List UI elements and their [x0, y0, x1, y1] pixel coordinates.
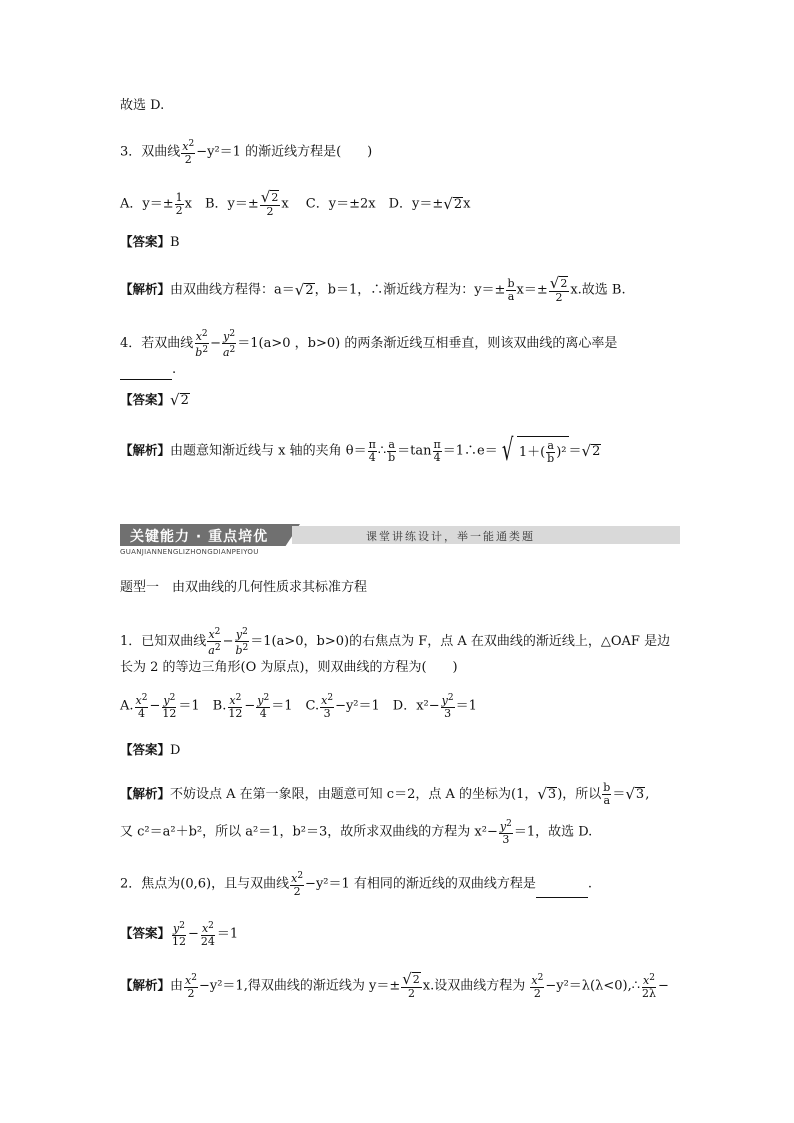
analysis-p1-cont: 又 c²＝a²＋b²，所以 a²＝1，b²＝3，故所求双曲线的方程为 x²− $\frac{y^2}{3}$ ＝1，故选 D. [120, 819, 593, 846]
text-line: 故选 D. [120, 98, 165, 113]
problem-1: 1．已知双曲线 $\frac{x^2}{a^2}$ − $\frac{y^2}{b^2}$ ＝1(a>0，b>0)的右焦点为 F，点 A 在双曲线的渐近线上，△OAF 是边 [120, 627, 671, 657]
problem-1-cont: 长为 2 的等边三角形(O 为原点)，则双曲线的方程为( ) [120, 660, 458, 675]
banner-pinyin: GUANJIANNENGLIZHONGDIANPEIYOU [120, 548, 259, 556]
answer-p2: 【答案】 $\frac{y^2}{12}$ − $\frac{x^2}{24}$ ＝1 [120, 921, 239, 948]
banner-subtitle: 课堂讲练设计，举一能通类题 [366, 530, 535, 543]
answer-4: 【答案】 √ 2 [120, 391, 189, 409]
question-3: 3．双曲线 $\frac{x^2}{2}$ −y²＝1 的渐近线方程是( ) [120, 139, 373, 166]
question-4: 4．若双曲线 $\frac{x^2}{b^2}$ − $\frac{y^2}{a^2}$ ＝1(a>0 ，b>0) 的两条渐近线互相垂直，则该双曲线的离心率是 [120, 329, 618, 359]
section-heading: 题型一 由双曲线的几何性质求其标准方程 [120, 580, 368, 595]
problem-1-options: A. $\frac{x^2}{4}$ − $\frac{y^2}{12}$ ＝1 B. $\frac{x^2}{12}$ − $\frac{y^2}{4}$ ＝1 C. $\frac{x^2}{3}$ −y²＝1 D．x²− $\frac{y^2}{3}$ ＝1 [120, 693, 477, 720]
analysis-4: 【解析】由题意知渐近线与 x 轴的夹角 θ＝ $\frac{\pi}{4}$ ∴ $\frac{a}{b}$ ＝tan $\frac{\pi}{4}$ ＝1∴e＝ √ 1＋( $\frac{a}{b}$ )² ＝ √ 2 [120, 433, 601, 468]
problem-2: 2．焦点为(0,6)，且与双曲线 $\frac{x^2}{2}$ −y²＝1 有相同的渐近线的双曲线方程是 . [120, 871, 593, 898]
analysis-3: 【解析】由双曲线方程得：a＝ √ 2 ，b＝1，∴渐近线方程为：y＝± $\frac{b}{a}$ x＝± √ 2 2 x.故选 B. [120, 274, 626, 304]
analysis-p2: 【解析】由 $\frac{x^2}{2}$ −y²＝1,得双曲线的渐近线为 y＝± √ 2 2 x.设双曲线方程为 $\frac{x^2}{2}$ −y²＝λ(λ<0),∴ $\frac{x^2}{2\lambda}$ − [120, 970, 669, 1000]
question-3-options: A．y＝± $\frac{1}{2}$ x B．y＝± √ 2 2 x C．y＝±2x D．y＝± √ 2 x [120, 188, 471, 218]
answer-3: 【答案】B [120, 234, 180, 250]
analysis-p1: 【解析】不妨设点 A 在第一象限，由题意可知 c＝2，点 A 的坐标为(1， √ 3 )，所以 $\frac{b}{a}$ ＝ √ 3 , [120, 781, 650, 807]
section-banner [120, 524, 680, 556]
banner-title: 关键能力 · 重点培优 [130, 529, 269, 545]
question-4-blank: . [120, 360, 176, 380]
answer-p1: 【答案】D [120, 742, 181, 758]
fraction: $\frac{x^2}{2}$ [182, 139, 195, 166]
